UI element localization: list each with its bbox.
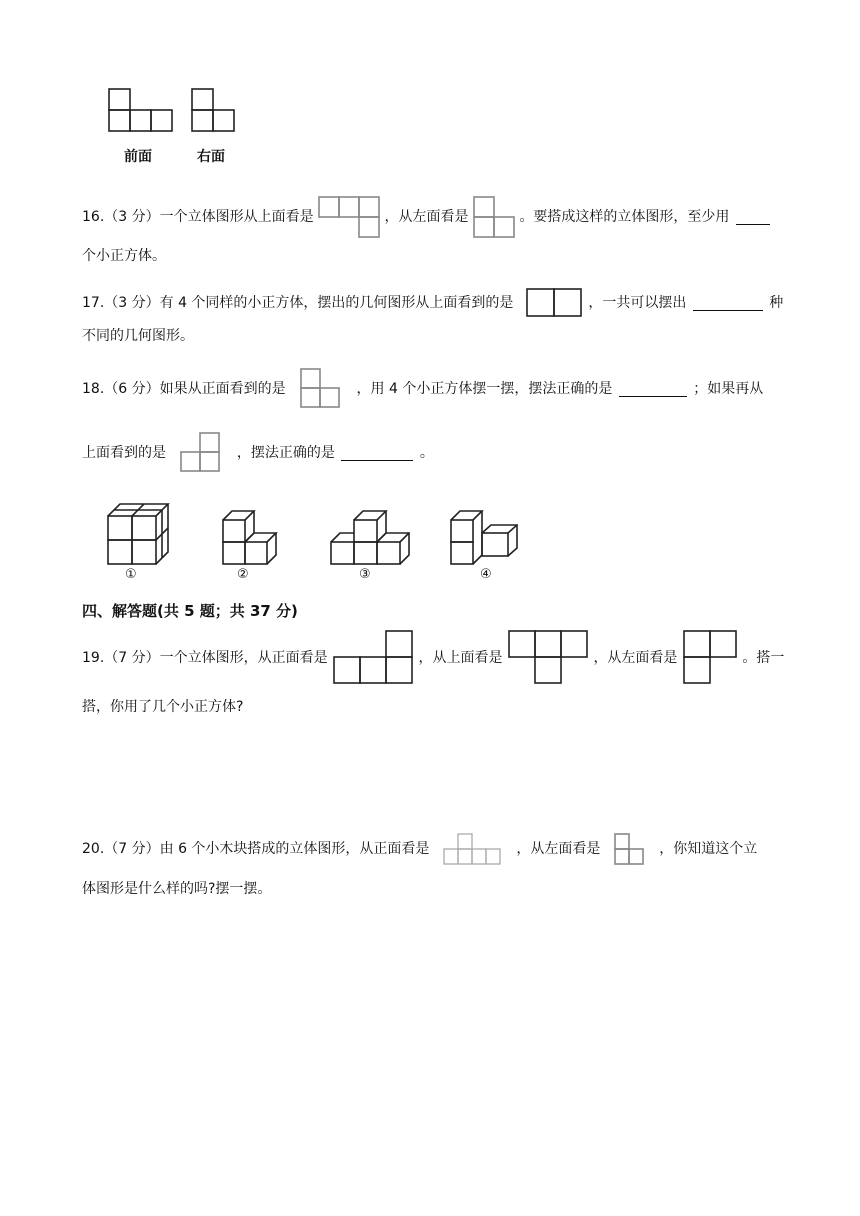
q17-prefix: 17.（3 分）有 4 个同样的小正方体，摆出的几何图形从上面看到的是 <box>82 295 514 311</box>
q18-option-2-label: ② <box>237 567 249 582</box>
q19-left-view <box>682 630 738 686</box>
q18-line2-end: 。 <box>419 445 434 461</box>
q16-suffix: 。要搭成这样的立体图形，至少用 <box>519 209 730 225</box>
q19-front-view <box>332 630 414 686</box>
q17-top-view <box>526 287 584 319</box>
q20-mid: ，从左面看是 <box>516 841 601 857</box>
q19-prefix: 19.（7 分）一个立体图形，从正面看是 <box>82 650 328 666</box>
q17-suffix: ，一共可以摆出 <box>588 295 687 311</box>
q20-suffix: ，你知道这个立 <box>659 841 758 857</box>
q17-line1 <box>82 287 783 319</box>
q17-after-blank: 种 <box>769 295 784 311</box>
q17-line2: 不同的几何图形。 <box>82 328 194 344</box>
q20-prefix: 20.（7 分）由 6 个小木块搭成的立体图形，从正面看是 <box>82 841 430 857</box>
q18-option-1-figure <box>107 502 173 572</box>
q18-suffix: ；如果再从 <box>693 381 764 397</box>
q20-line1 <box>82 832 757 866</box>
q16-line2: 个小正方体。 <box>82 248 166 264</box>
q18-line1 <box>82 368 763 410</box>
q18-option-3-figure <box>330 510 410 572</box>
right-view-figure <box>191 88 236 136</box>
q18-mid: ，用 4 个小正方体摆一摆，摆法正确的是 <box>356 381 613 397</box>
q16-answer-blank[interactable] <box>736 210 770 225</box>
q19-line2: 搭，你用了几个小正方体? <box>82 699 244 715</box>
q19-mid1: ，从上面看是 <box>418 650 503 666</box>
q19-suffix: 。搭一 <box>742 650 785 666</box>
q20-left-view <box>613 832 647 866</box>
q17-answer-blank[interactable] <box>693 296 763 311</box>
q18-line2 <box>82 432 434 474</box>
q19-top-view <box>507 630 589 686</box>
q18-option-4-figure <box>450 510 518 572</box>
q18-option-3-label: ③ <box>359 567 371 582</box>
q16-top-view <box>318 196 380 238</box>
q20-front-view <box>442 832 504 866</box>
q16-mid: ，从左面看是 <box>384 209 469 225</box>
q18-answer-blank-1[interactable] <box>619 382 687 397</box>
q19-mid2: ，从左面看是 <box>593 650 678 666</box>
q18-top-view <box>180 432 222 474</box>
q18-option-2-figure <box>222 510 290 572</box>
q16-line1 <box>82 196 772 238</box>
section-4-heading: 四、解答题(共 5 题；共 37 分) <box>82 602 298 620</box>
q18-prefix: 18.（6 分）如果从正面看到的是 <box>82 381 286 397</box>
q18-line2-prefix: 上面看到的是 <box>82 445 166 461</box>
right-view-caption: 右面 <box>197 149 225 165</box>
q18-line2-mid: ，摆法正确的是 <box>236 445 335 461</box>
q18-option-1-label: ① <box>125 567 137 582</box>
front-view-caption: 前面 <box>124 149 152 165</box>
q18-option-4-label: ④ <box>480 567 492 582</box>
q18-answer-blank-2[interactable] <box>341 446 413 461</box>
front-view-figure <box>108 88 174 136</box>
q16-prefix: 16.（3 分）一个立体图形从上面看是 <box>82 209 314 225</box>
q19-line1 <box>82 630 784 686</box>
q16-left-view <box>473 196 515 238</box>
q18-front-view <box>300 368 342 410</box>
q20-line2: 体图形是什么样的吗?摆一摆。 <box>82 881 272 897</box>
